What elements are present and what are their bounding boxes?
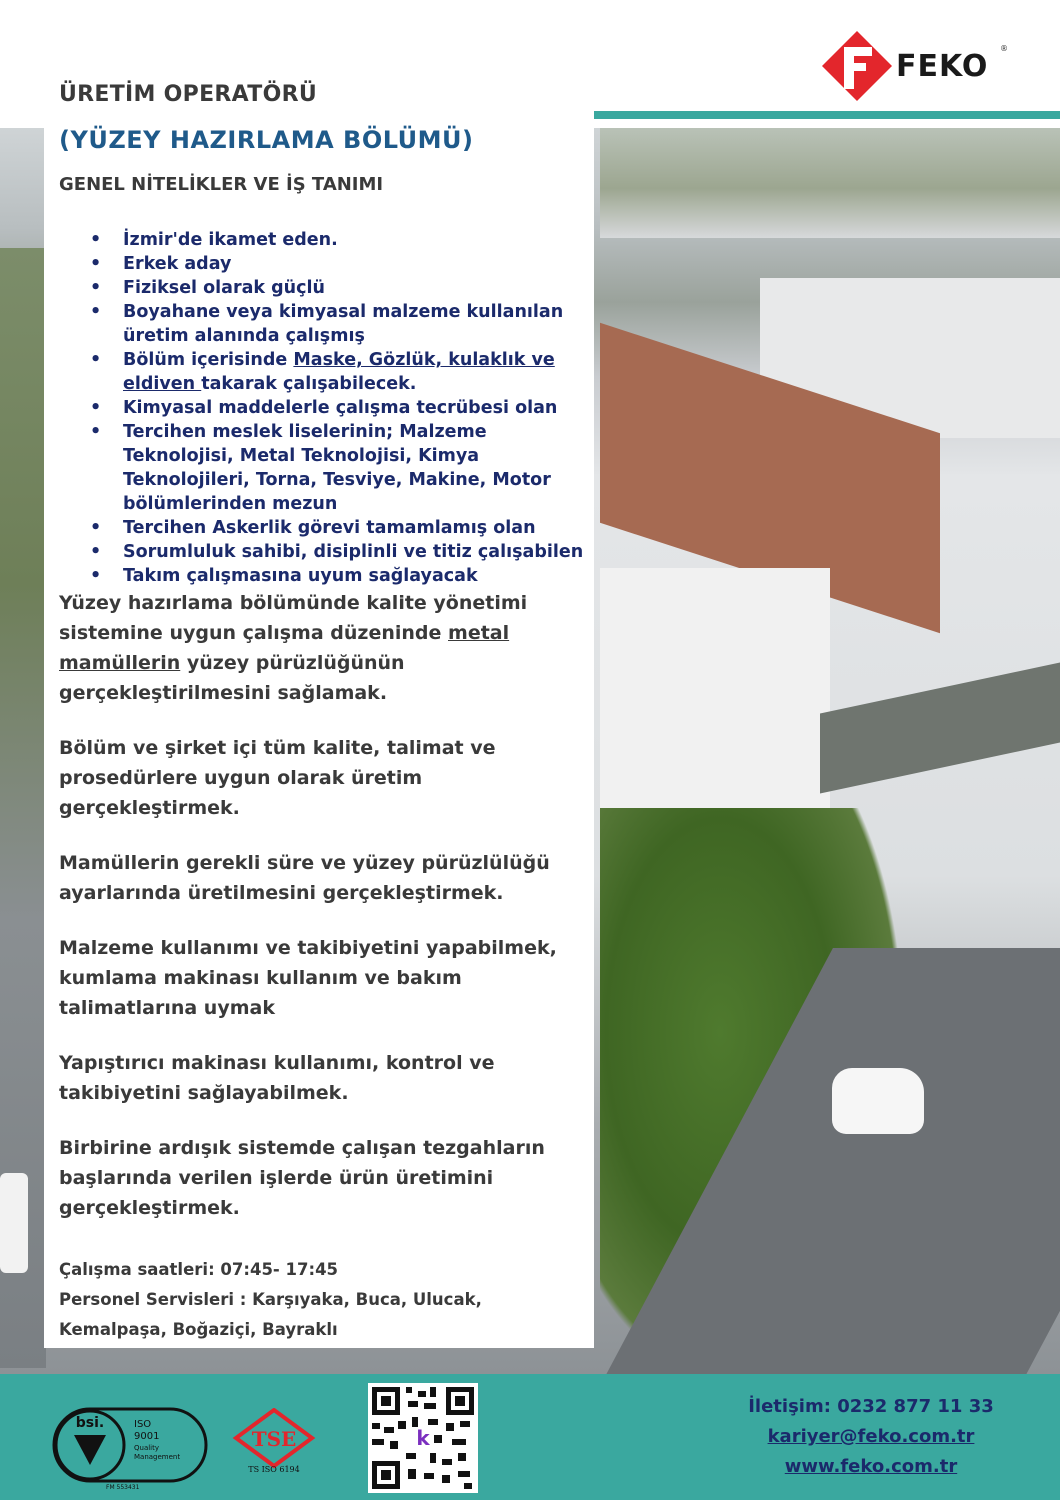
svg-text:9001: 9001: [134, 1431, 160, 1442]
qr-code-icon: [368, 1383, 478, 1493]
feko-logo-icon: [822, 31, 892, 101]
duties: [59, 588, 579, 1248]
work-info: [59, 1255, 579, 1345]
accent-bar: [594, 111, 1060, 119]
work-hours: Çalışma saatleri: 07:45- 17:45: [59, 1260, 339, 1279]
duty-paragraph: Birbirine ardışık sistemde çalışan tezgahların başlarında verilen işlerde ürün üretimini gerçekleştirmek.: [59, 1137, 545, 1219]
duty-paragraph: Yapıştırıcı makinası kullanımı, kontrol ve takibiyetini sağlayabilmek.: [59, 1052, 495, 1104]
department-title: (YÜZEY HAZIRLAMA BÖLÜMÜ): [59, 126, 474, 154]
duty-paragraph: Malzeme kullanımı ve takibiyetini yapabilmek, kumlama makinası kullanım ve bakım talimatlarına uymak: [59, 937, 557, 1019]
job-title: ÜRETİM OPERATÖRÜ: [59, 82, 318, 107]
brand-name: FEKO: [896, 48, 989, 84]
list-item: • Fiziksel olarak güçlü: [90, 276, 590, 300]
list-item: • Boyahane veya kimyasal malzeme kullanılan üretim alanında çalışmış: [90, 300, 590, 348]
list-item: • Bölüm içerisinde Maske, Gözlük, kulaklık ve eldiven takarak çalışabilecek.: [90, 348, 590, 396]
svg-text:Quality: Quality: [134, 1444, 160, 1452]
duty-paragraph: Bölüm ve şirket içi tüm kalite, talimat ve prosedürlere uygun olarak üretim gerçekleştirmek.: [59, 737, 496, 819]
list-item: • Tercihen meslek liselerinin; Malzeme Teknolojisi, Metal Teknolojisi, Kimya Teknolojileri, Torna, Tesviye, Makine, Motor bölümlerinden mezun: [90, 420, 590, 516]
list-item: • Tercihen Askerlik görevi tamamlamış olan: [90, 516, 590, 540]
tse-badge-icon: [232, 1408, 316, 1474]
contact-email-link[interactable]: kariyer@feko.com.tr: [767, 1426, 975, 1447]
list-item: • Kimyasal maddelerle çalışma tecrübesi olan: [90, 396, 590, 420]
svg-text:ISO: ISO: [134, 1419, 152, 1430]
contact-phone: İletişim: 0232 877 11 33: [748, 1396, 994, 1417]
list-item: • Sorumluluk sahibi, disiplinli ve titiz çalışabilen: [90, 540, 590, 564]
bsi-iso-badge-icon: [52, 1405, 208, 1491]
registered-mark: ®: [1000, 44, 1008, 53]
shuttle-routes: Personel Servisleri : Karşıyaka, Buca, Ulucak, Kemalpaşa, Boğaziçi, Bayraklı: [59, 1290, 482, 1339]
svg-text:Management: Management: [134, 1453, 181, 1461]
list-item: • Takım çalışmasına uyum sağlayacak: [90, 564, 590, 588]
svg-text:k: k: [416, 1426, 430, 1450]
duty-paragraph: Yüzey hazırlama bölümünde kalite yönetimi sistemine uygun çalışma düzeninde metal mamüllerin yüzey pürüzlüğünün gerçekleştirilmesini sağlamak.: [59, 592, 528, 704]
requirements-list: [90, 228, 590, 588]
svg-text:TS ISO 6194: TS ISO 6194: [248, 1465, 300, 1474]
svg-text:FM 553431: FM 553431: [106, 1484, 140, 1491]
svg-text:bsi.: bsi.: [75, 1415, 105, 1431]
duty-paragraph: Mamüllerin gerekli süre ve yüzey pürüzlülüğü ayarlarında üretilmesini gerçekleştirmek.: [59, 852, 550, 904]
list-item: • Erkek aday: [90, 252, 590, 276]
feko-logo: [822, 30, 988, 102]
svg-text:TSE: TSE: [251, 1427, 297, 1451]
section-title: GENEL NİTELİKLER VE İŞ TANIMI: [59, 174, 384, 195]
contact-block: [740, 1392, 1002, 1482]
website-link[interactable]: www.feko.com.tr: [784, 1456, 958, 1477]
list-item: • İzmir'de ikamet eden.: [90, 228, 590, 252]
